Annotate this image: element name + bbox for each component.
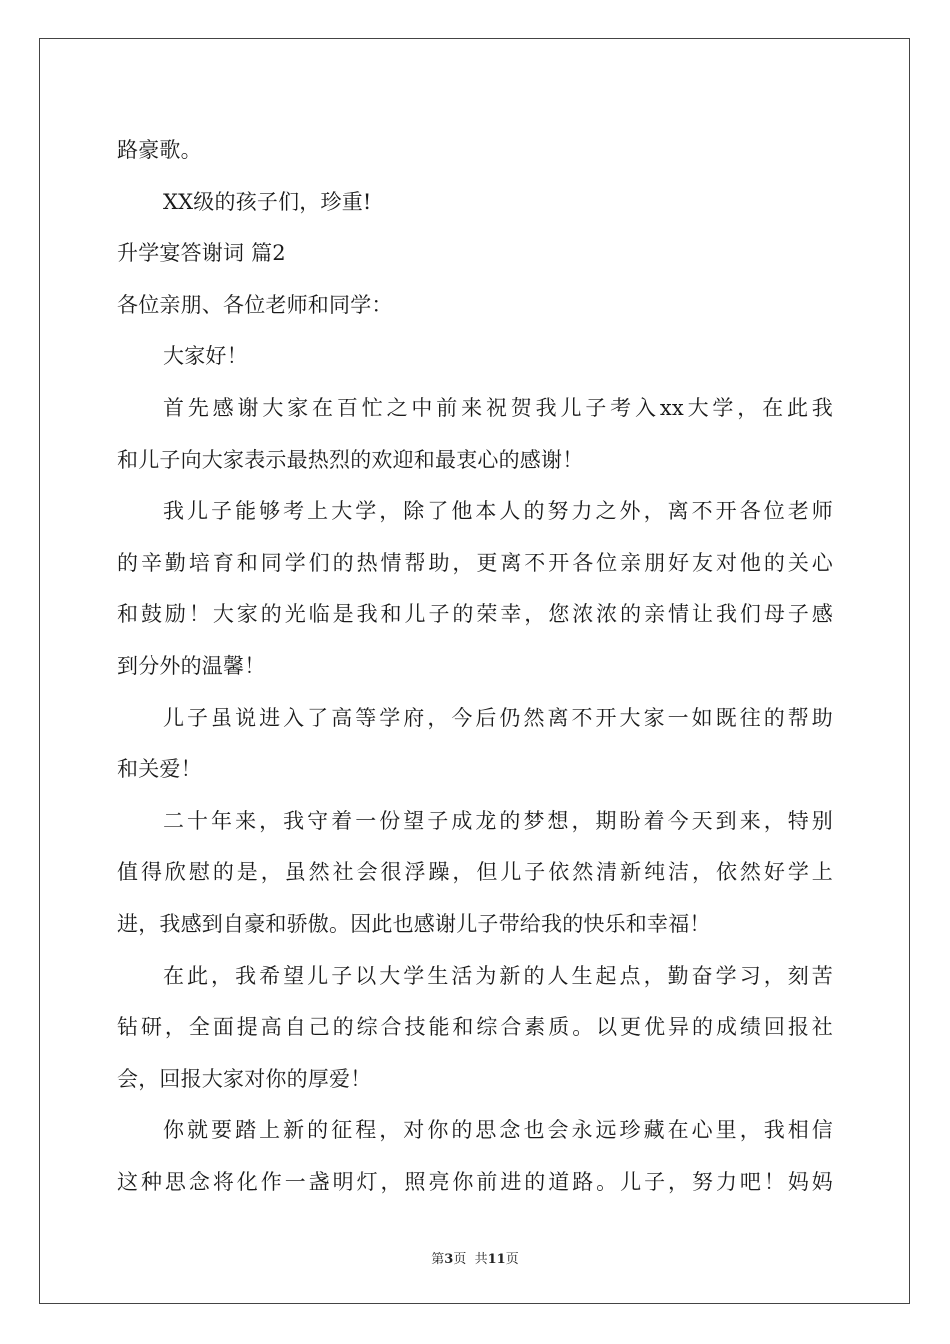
text-line: 值得欣慰的是，虽然社会很浮躁，但儿子依然清新纯洁，依然好学上 — [117, 860, 833, 885]
document-body — [117, 125, 833, 1208]
text-line: 二十年来，我守着一份望子成龙的梦想，期盼着今天到来，特别 — [163, 808, 833, 833]
footer-prefix: 第 — [431, 1252, 445, 1267]
text-line: XX级的孩子们，珍重! — [163, 189, 372, 214]
text-line: 到分外的温馨！ — [117, 653, 266, 678]
text-line: 路豪歌。 — [117, 138, 202, 162]
text-line: 大家好！ — [163, 344, 248, 369]
text-line: 首先感谢大家在百忙之中前来祝贺我儿子考入xx大学，在此我 — [163, 395, 833, 420]
text-line: 进，我感到自豪和骄傲。因此也感谢儿子带给我的快乐和幸福！ — [117, 911, 711, 936]
salutation: 各位亲朋、各位老师和同学： — [117, 292, 393, 317]
text-line: 和儿子向大家表示最热烈的欢迎和最衷心的感谢！ — [117, 447, 584, 472]
text-line: 在此，我希望儿子以大学生活为新的人生起点，勤奋学习，刻苦 — [163, 963, 833, 988]
page-footer — [0, 1248, 950, 1267]
text-line: 我儿子能够考上大学，除了他本人的努力之外，离不开各位老师 — [163, 499, 833, 524]
text-line: 和鼓励！大家的光临是我和儿子的荣幸，您浓浓的亲情让我们母子感 — [117, 602, 833, 627]
text-line: 的辛勤培育和同学们的热情帮助，更离不开各位亲朋好友对他的关心 — [117, 550, 833, 575]
text-line: 和关爱！ — [117, 757, 202, 782]
text-line: 这种思念将化作一盏明灯，照亮你前进的道路。儿子，努力吧！妈妈 — [117, 1169, 833, 1194]
footer-suffix: 页 — [505, 1252, 519, 1267]
footer-middle: 页 共 — [453, 1252, 488, 1267]
text-line: 你就要踏上新的征程，对你的思念也会永远珍藏在心里，我相信 — [163, 1118, 833, 1143]
text-line: 儿子虽说进入了高等学府，今后仍然离不开大家一如既往的帮助 — [163, 705, 833, 730]
total-page-count: 11 — [487, 1252, 506, 1267]
text-line: 会，回报大家对你的厚爱！ — [117, 1066, 372, 1091]
text-line: 钻研，全面提高自己的综合技能和综合素质。以更优异的成绩回报社 — [117, 1015, 833, 1040]
section-heading: 升学宴答谢词 篇2 — [117, 241, 286, 266]
current-page-number: 3 — [444, 1252, 454, 1267]
